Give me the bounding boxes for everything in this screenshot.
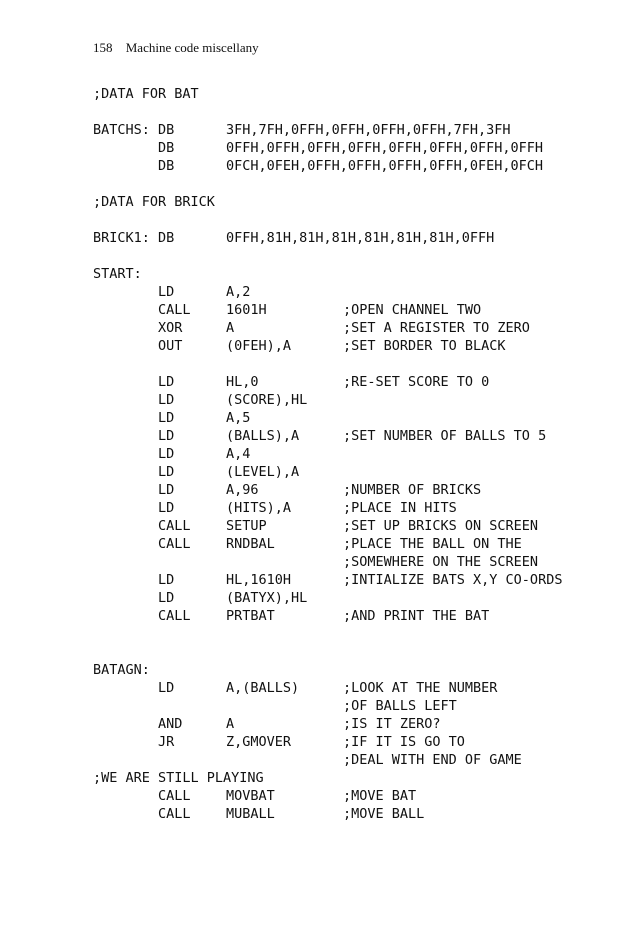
code-comment: ;AND PRINT THE BAT bbox=[343, 608, 490, 624]
code-operands: A bbox=[226, 716, 235, 732]
code-operands: 0FFH,81H,81H,81H,81H,81H,81H,0FFH bbox=[226, 230, 495, 246]
code-opcode: CALL bbox=[158, 518, 191, 534]
code-operands: SETUP bbox=[226, 518, 267, 534]
code-opcode: CALL bbox=[158, 536, 191, 552]
code-comment: ;PLACE THE BALL ON THE bbox=[343, 536, 522, 552]
code-comment: ;RE-SET SCORE TO 0 bbox=[343, 374, 490, 390]
code-operands: (SCORE),HL bbox=[226, 392, 308, 408]
code-operands: Z,GMOVER bbox=[226, 734, 292, 750]
code-operands: A,2 bbox=[226, 284, 251, 300]
code-operands: A,96 bbox=[226, 482, 259, 498]
code-comment: ;OF BALLS LEFT bbox=[343, 698, 457, 714]
code-opcode: OUT bbox=[158, 338, 183, 354]
code-opcode: JR bbox=[158, 734, 175, 750]
running-title: Machine code miscellany bbox=[125, 40, 259, 55]
code-opcode: CALL bbox=[158, 806, 191, 822]
code-operands: PRTBAT bbox=[226, 608, 275, 624]
code-label: ;WE ARE STILL PLAYING bbox=[93, 770, 264, 786]
code-comment: ;LOOK AT THE NUMBER bbox=[343, 680, 498, 696]
code-opcode: AND bbox=[158, 716, 183, 732]
code-opcode: LD bbox=[158, 428, 175, 444]
code-operands: A,(BALLS) bbox=[226, 680, 300, 696]
code-comment: ;INTIALIZE BATS X,Y CO-ORDS bbox=[343, 572, 563, 588]
code-operands: A bbox=[226, 320, 235, 336]
code-comment: ;SOMEWHERE ON THE SCREEN bbox=[343, 554, 539, 570]
code-comment: ;PLACE IN HITS bbox=[343, 500, 457, 516]
code-operands: 1601H bbox=[226, 302, 267, 318]
code-operands: A,4 bbox=[226, 446, 251, 462]
code-comment: ;OPEN CHANNEL TWO bbox=[343, 302, 482, 318]
code-operands: (HITS),A bbox=[226, 500, 292, 516]
code-opcode: LD bbox=[158, 392, 175, 408]
code-opcode: LD bbox=[158, 680, 175, 696]
code-operands: (BALLS),A bbox=[226, 428, 300, 444]
code-opcode: LD bbox=[158, 284, 175, 300]
code-opcode: LD bbox=[158, 464, 175, 480]
code-operands: A,5 bbox=[226, 410, 251, 426]
code-comment: ;MOVE BALL bbox=[343, 806, 425, 822]
code-label: ;DATA FOR BAT bbox=[93, 86, 199, 102]
code-opcode: LD bbox=[158, 446, 175, 462]
code-operands: HL,1610H bbox=[226, 572, 292, 588]
page-number: 158 bbox=[93, 40, 113, 55]
code-opcode: LD bbox=[158, 374, 175, 390]
code-comment: ;IF IT IS GO TO bbox=[343, 734, 465, 750]
code-opcode: LD bbox=[158, 590, 175, 606]
code-operands: 0FCH,0FEH,0FFH,0FFH,0FFH,0FFH,0FEH,0FCH bbox=[226, 158, 543, 174]
code-operands: 0FFH,0FFH,0FFH,0FFH,0FFH,0FFH,0FFH,0FFH bbox=[226, 140, 543, 156]
code-opcode: DB bbox=[158, 158, 175, 174]
code-opcode: CALL bbox=[158, 608, 191, 624]
code-operands: (0FEH),A bbox=[226, 338, 292, 354]
code-opcode: DB bbox=[158, 230, 175, 246]
code-operands: MUBALL bbox=[226, 806, 275, 822]
code-comment: ;SET NUMBER OF BALLS TO 5 bbox=[343, 428, 547, 444]
code-operands: (BATYX),HL bbox=[226, 590, 308, 606]
code-comment: ;IS IT ZERO? bbox=[343, 716, 441, 732]
page-header bbox=[93, 40, 259, 56]
code-operands: RNDBAL bbox=[226, 536, 275, 552]
code-comment: ;SET A REGISTER TO ZERO bbox=[343, 320, 530, 336]
code-opcode: XOR bbox=[158, 320, 183, 336]
code-comment: ;MOVE BAT bbox=[343, 788, 417, 804]
code-operands: MOVBAT bbox=[226, 788, 275, 804]
code-opcode: CALL bbox=[158, 788, 191, 804]
code-comment: ;SET BORDER TO BLACK bbox=[343, 338, 506, 354]
code-opcode: LD bbox=[158, 482, 175, 498]
code-comment: ;SET UP BRICKS ON SCREEN bbox=[343, 518, 539, 534]
code-label: BATCHS: bbox=[93, 122, 150, 138]
code-opcode: LD bbox=[158, 500, 175, 516]
code-label: BRICK1: bbox=[93, 230, 150, 246]
code-operands: 3FH,7FH,0FFH,0FFH,0FFH,0FFH,7FH,3FH bbox=[226, 122, 511, 138]
code-opcode: LD bbox=[158, 410, 175, 426]
code-operands: (LEVEL),A bbox=[226, 464, 300, 480]
code-operands: HL,0 bbox=[226, 374, 259, 390]
code-label: BATAGN: bbox=[93, 662, 150, 678]
code-label: START: bbox=[93, 266, 142, 282]
code-label: ;DATA FOR BRICK bbox=[93, 194, 215, 210]
code-opcode: CALL bbox=[158, 302, 191, 318]
code-opcode: DB bbox=[158, 122, 175, 138]
code-opcode: DB bbox=[158, 140, 175, 156]
code-comment: ;NUMBER OF BRICKS bbox=[343, 482, 482, 498]
code-opcode: LD bbox=[158, 572, 175, 588]
code-comment: ;DEAL WITH END OF GAME bbox=[343, 752, 522, 768]
